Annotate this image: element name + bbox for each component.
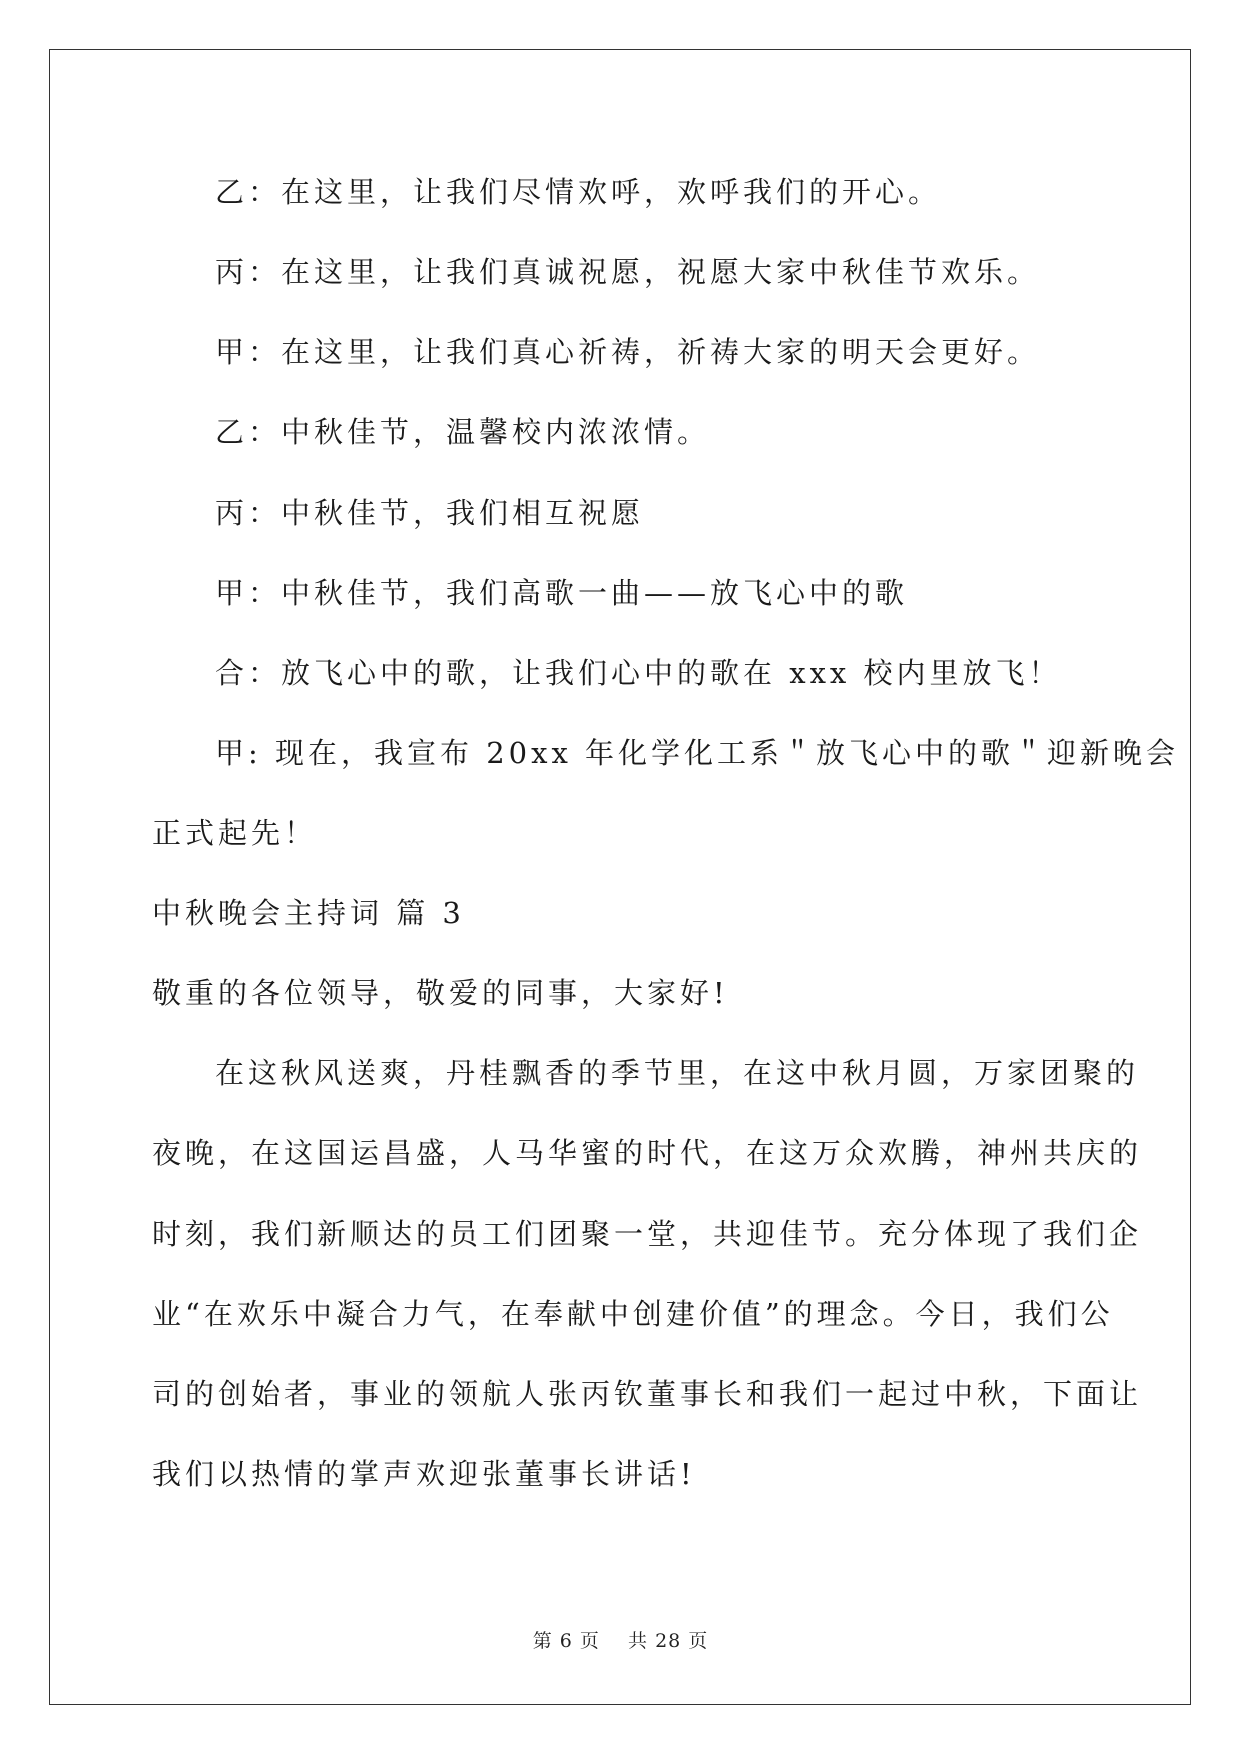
dialogue-line-5: 丙：中秋佳节，我们相互祝愿 — [215, 496, 645, 530]
dialogue-line-1: 乙：在这里，让我们尽情欢呼，欢呼我们的开心。 — [215, 175, 942, 209]
dialogue-line-3: 甲：在这里，让我们真心祈祷，祈祷大家的明天会更好。 — [215, 335, 1041, 369]
paragraph-line-2: 夜晚，在这国运昌盛，人马华蜜的时代，在这万众欢腾，神州共庆的 — [152, 1136, 1143, 1170]
announcement-line-1: 甲: 现在，我宣布 20xx 年化学化工系＂放飞心中的歌＂迎新晚会 — [215, 736, 1180, 770]
announcement-line-2: 正式起先！ — [152, 816, 318, 850]
dialogue-line-7: 合：放飞心中的歌，让我们心中的歌在 xxx 校内里放飞！ — [215, 656, 1062, 690]
page-footer — [0, 1626, 1241, 1653]
greeting-line: 敬重的各位领导，敬爱的同事，大家好! — [152, 976, 729, 1010]
section-heading: 中秋晚会主持词 篇 3 — [152, 896, 465, 930]
dialogue-line-6: 甲：中秋佳节，我们高歌一曲——放飞心中的歌 — [215, 576, 909, 610]
page-number: 第 6 页 — [532, 1630, 600, 1652]
total-pages: 共 28 页 — [628, 1630, 709, 1652]
paragraph-line-3: 时刻，我们新顺达的员工们团聚一堂，共迎佳节。充分体现了我们企 — [152, 1217, 1143, 1251]
dialogue-line-2: 丙：在这里，让我们真诚祝愿，祝愿大家中秋佳节欢乐。 — [215, 255, 1041, 289]
paragraph-line-4: 业“在欢乐中凝合力气，在奉献中创建价值”的理念。今日，我们公 — [152, 1297, 1114, 1331]
dialogue-line-4: 乙：中秋佳节，温馨校内浓浓情。 — [215, 415, 711, 449]
paragraph-line-1: 在这秋风送爽，丹桂飘香的季节里，在这中秋月圆，万家团聚的 — [215, 1056, 1140, 1090]
paragraph-line-6: 我们以热情的掌声欢迎张董事长讲话! — [152, 1457, 696, 1491]
paragraph-line-5: 司的创始者，事业的领航人张丙钦董事长和我们一起过中秋，下面让 — [152, 1377, 1143, 1411]
